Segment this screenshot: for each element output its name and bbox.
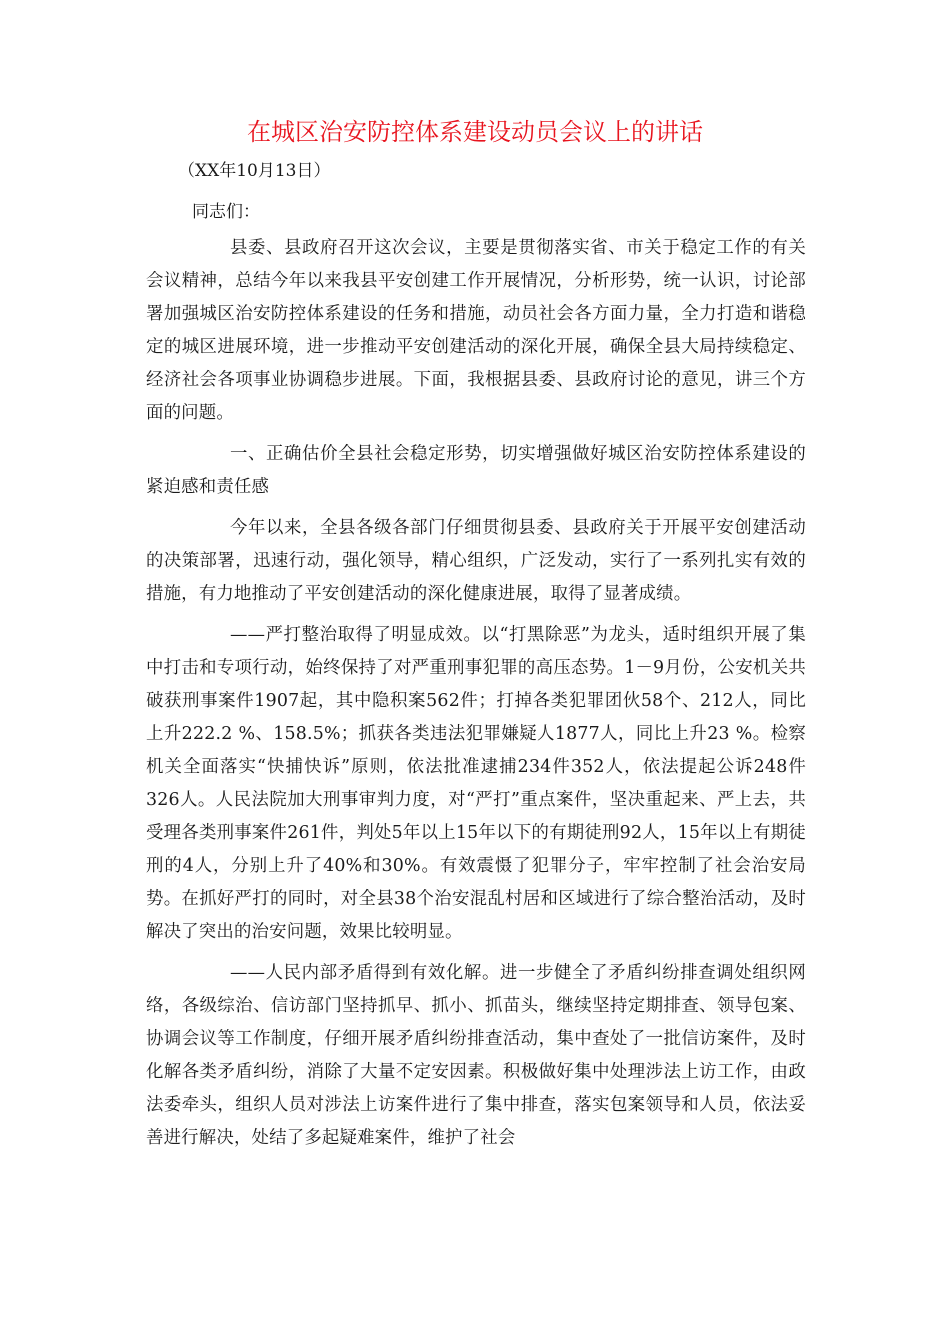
document-body xyxy=(146,232,806,1163)
paragraph-intro: 县委、县政府召开这次会议，主要是贯彻落实省、市关于稳定工作的有关会议精神，总结今年以来我县平安创建工作开展情况，分析形势，统一认识，讨论部署加强城区治安防控体系建设的任务和措施，动员社会各方面力量，全力打造和谐稳定的城区进展环境，进一步推动平安创建活动的深化开展，确保全县大局持续稳定、经济社会各项事业协调稳步进展。下面，我根据县委、县政府讨论的意见，讲三个方面的问题。 xyxy=(146,238,806,423)
paragraph-crackdown: ——严打整治取得了明显成效。以“打黑除恶”为龙头，适时组织开展了集中打击和专项行动，始终保持了对严重刑事犯罪的高压态势。1－9月份，公安机关共破获刑事案件1907起，其中隐积案562件；打掉各类犯罪团伙58个、212人，同比上升222.2 %、158.5%；抓获各类违法犯罪嫌疑人1877人，同比上升23 %。检察机关全面落实“快捕快诉”原则，依法批准逮捕234件352人，依法提起公诉248件326人。人民法院加大刑事审判力度，对“严打”重点案件，坚决重起来、严上去，共受理各类刑事案件261件，判处5年以上15年以下的有期徒刑92人，15年以上有期徒刑的4人，分别上升了40%和30%。有效震慑了犯罪分子，牢牢控制了社会治安局势。在抓好严打的同时，对全县38个治安混乱村居和区域进行了综合整治活动，及时解决了突出的治安问题，效果比较明显。 xyxy=(146,625,806,942)
document-date: （XX年10月13日） xyxy=(178,161,331,181)
paragraph-disputes: ——人民内部矛盾得到有效化解。进一步健全了矛盾纠纷排查调处组织网络，各级综治、信访部门坚持抓早、抓小、抓苗头，继续坚持定期排查、领导包案、协调会议等工作制度，仔细开展矛盾纠纷排查活动，集中查处了一批信访案件，及时化解各类矛盾纠纷，消除了大量不定安因素。积极做好集中处理涉法上访工作，由政法委牵头，组织人员对涉法上访案件进行了集中排查，落实包案领导和人员，依法妥善进行解决，处结了多起疑难案件，维护了社会 xyxy=(146,963,806,1148)
salutation: 同志们： xyxy=(192,202,260,222)
document-title: 在城区治安防控体系建设动员会议上的讲话 xyxy=(247,118,703,146)
section-heading-1: 一、正确估价全县社会稳定形势，切实增强做好城区治安防控体系建设的紧迫感和责任感 xyxy=(146,444,806,497)
paragraph-achievements: 今年以来，全县各级各部门仔细贯彻县委、县政府关于开展平安创建活动的决策部署，迅速行动，强化领导，精心组织，广泛发动，实行了一系列扎实有效的措施，有力地推动了平安创建活动的深化健康进展，取得了显著成绩。 xyxy=(146,518,806,604)
